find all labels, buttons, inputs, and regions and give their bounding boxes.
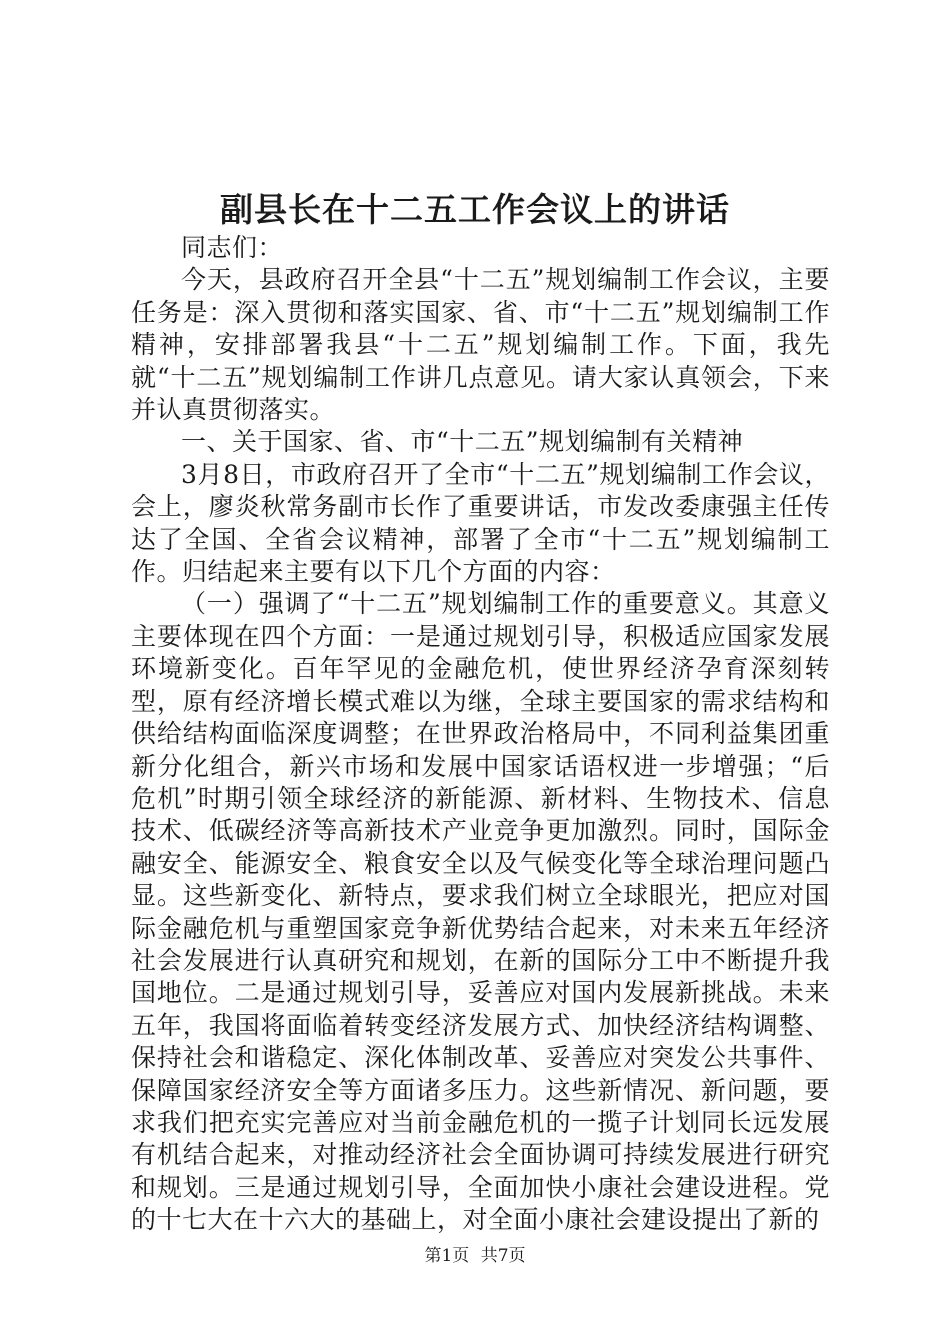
- body-paragraph: （一）强调了“十二五”规划编制工作的重要意义。其意义主要体现在四个方面：一是通过规划引导，积极适应国家发展环境新变化。百年罕见的金融危机，使世界经济孕育深刻转型，原有经济增长模式难以为继，全球主要国家的需求结构和供给结构面临深度调整；在世界政治格局中，不同利益集团重新分化组合，新兴市场和发展中国家话语权进一步增强；“后危机”时期引领全球经济的新能源、新材料、生物技术、信息技术、低碳经济等高新技术产业竞争更加激烈。同时，国际金融安全、能源安全、粮食安全以及气候变化等全球治理问题凸显。这些新变化、新特点，要求我们树立全球眼光，把应对国际金融危机与重塑国家竞争新优势结合起来，对未来五年经济社会发展进行认真研究和规划，在新的国际分工中不断提升我国地位。二是通过规划引导，妥善应对国内发展新挑战。未来五年，我国将面临着转变经济发展方式、加快经济结构调整、保持社会和谐稳定、深化体制改革、妥善应对突发公共事件、保障国家经济安全等方面诸多压力。这些新情况、新问题，要求我们把充实完善应对当前金融危机的一揽子计划同长远发展有机结合起来，对推动经济社会全面协调可持续发展进行研究和规划。三是通过规划引导，全面加快小康社会建设进程。党的十七大在十六大的基础上，对全面小康社会建设提出了新的: [131, 589, 830, 1235]
- page-number: 第1页: [424, 1246, 470, 1266]
- page-count: 共7页: [480, 1246, 526, 1266]
- intro-paragraph: 今天，县政府召开全县“十二五”规划编制工作会议，主要任务是：深入贯彻和落实国家、省、市“十二五”规划编制工作精神，安排部署我县“十二五”规划编制工作。下面，我先就“十二五”规划编制工作讲几点意见。请大家认真领会，下来并认真贯彻落实。: [131, 265, 830, 425]
- document-body: [131, 232, 830, 1237]
- document-title: 副县长在十二五工作会议上的讲话: [220, 190, 730, 229]
- section-heading: 一、关于国家、省、市“十二五”规划编制有关精神: [181, 427, 744, 457]
- salutation-paragraph: 同志们：: [181, 233, 284, 262]
- page-footer: [0, 1244, 950, 1268]
- body-paragraph: 3月8日，市政府召开了全市“十二五”规划编制工作会议，会上，廖炎秋常务副市长作了重要讲话，市发改委康强主任传达了全国、全省会议精神，部署了全市“十二五”规划编制工作。归结起来主要有以下几个方面的内容：: [131, 459, 830, 587]
